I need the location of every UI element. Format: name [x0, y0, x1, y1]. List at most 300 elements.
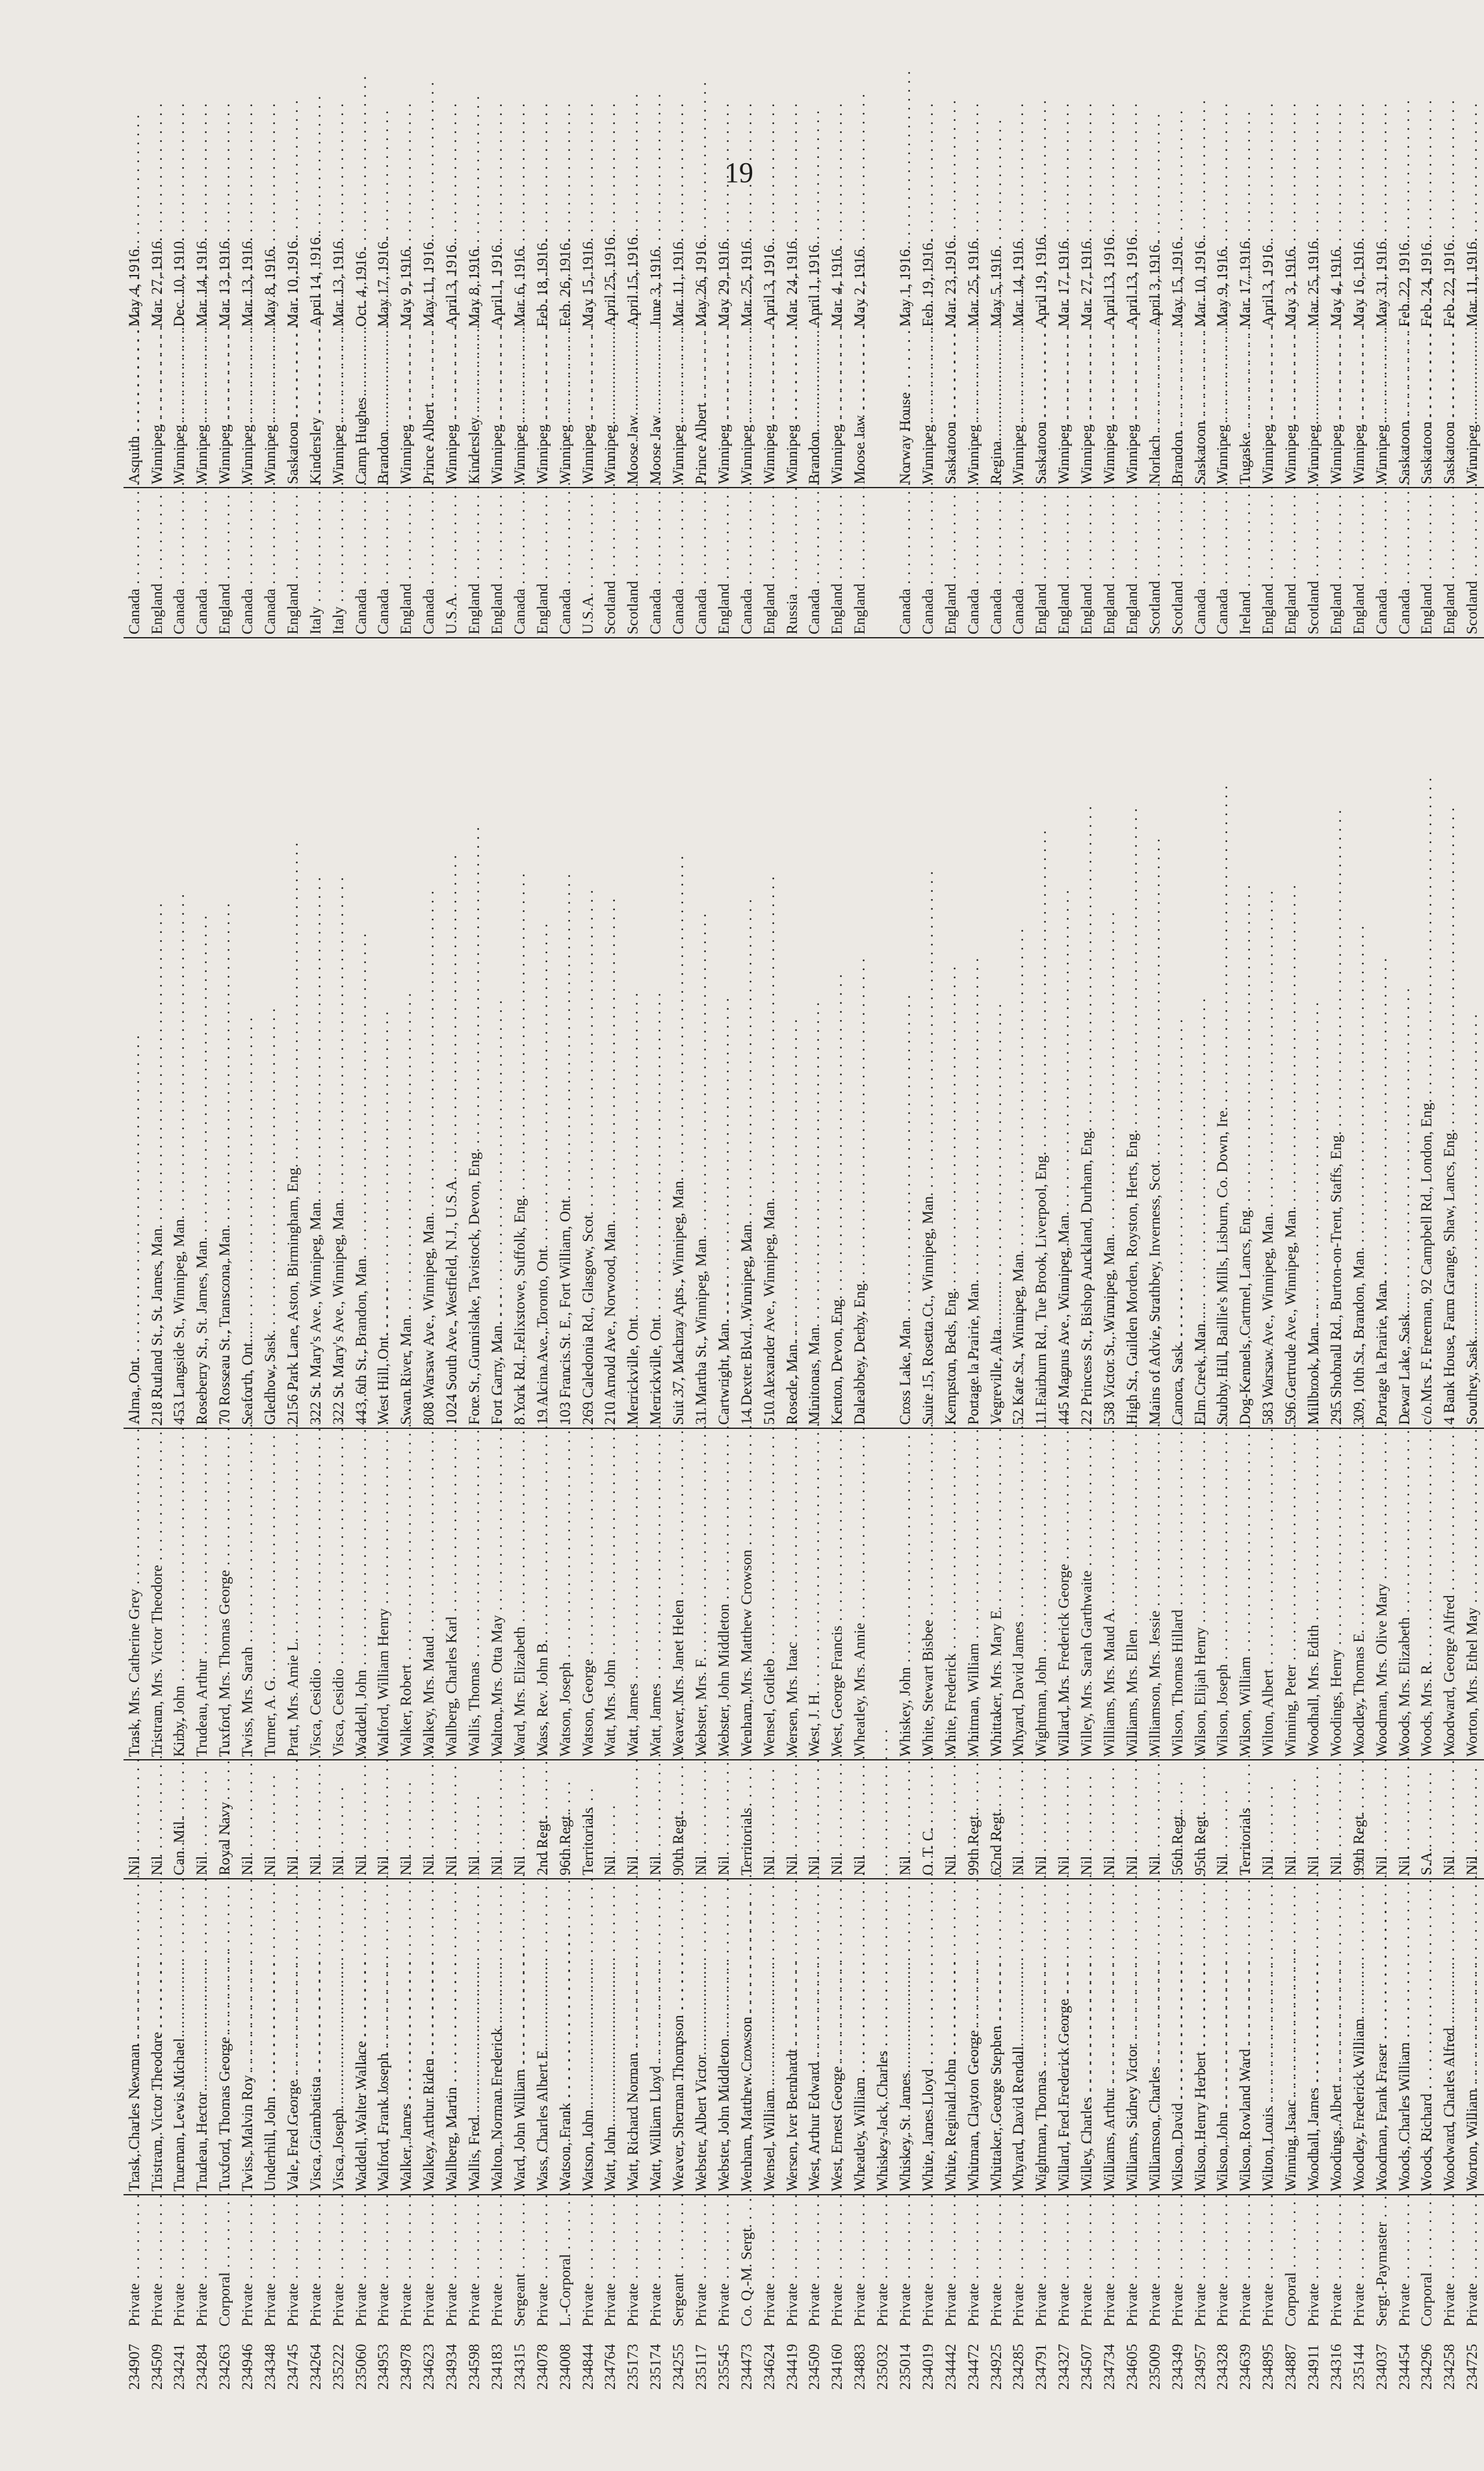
previous-corps-cell: Nil	[146, 1760, 169, 1878]
table-row	[1008, 195, 1031, 2392]
name-cell: West, Arthur Edward . . .	[804, 1879, 827, 2195]
country-of-birth-cell: Canada . . .	[419, 488, 441, 638]
next-of-kin-cell: Turner, A. G. . . .	[259, 1428, 282, 1760]
next-of-kin-cell: Ward, Mrs. Elizabeth . . .	[509, 1428, 532, 1760]
country-of-birth-cell: Canada . . .	[645, 488, 668, 638]
country-of-birth-cell: Canada . . .	[169, 488, 192, 638]
address-cell: 510 Alexander Ave., Winnipeg, Man. . . .	[759, 638, 781, 1428]
regimental-number-cell: 234264	[307, 2344, 324, 2390]
place-enlisted-cell: Winnipeg . . .	[781, 330, 804, 488]
next-of-kin-cell: Pratt, Mrs. Amie L. . . .	[282, 1428, 305, 1760]
address-cell: High St., Guilden Morden, Royston, Herts, Eng. . . .	[1121, 638, 1144, 1428]
name-cell: Whittaker, George Stephen . . .	[985, 1879, 1008, 2195]
place-enlisted-cell: Winnipeg . . .	[1099, 330, 1121, 488]
rank-cell: Private . . .	[623, 2195, 645, 2329]
name-cell: Walker, James . . .	[396, 1879, 419, 2195]
name-cell: Whiskey-Jack, Charles . . .	[872, 1879, 894, 2195]
table-row	[237, 195, 259, 2392]
date-enlisted-cell: May 8, 1916.	[466, 245, 484, 327]
previous-corps-cell: Nil	[1280, 1760, 1303, 1878]
name-cell: Williamson, Charles . . .	[1144, 1879, 1167, 2195]
table-row	[441, 195, 463, 2392]
name-cell: Visca, Joseph . . .	[328, 1879, 350, 2195]
date-enlisted-cell: May 9, 1916.	[1214, 245, 1232, 327]
date-enlisted-cell: April 1, 1916.	[806, 241, 824, 327]
country-of-birth-cell: Russia . . .	[781, 488, 804, 638]
address-cell: West Hill, Ont. . . .	[373, 638, 396, 1428]
regimental-number-cell: 234934	[443, 2344, 461, 2390]
previous-corps-cell: 99th Regt.	[963, 1760, 985, 1878]
regimental-number-cell: 234887	[1282, 2344, 1300, 2390]
regimental-number-cell: 234895	[1260, 2344, 1277, 2390]
previous-corps-cell: Nil	[1303, 1760, 1325, 1878]
address-cell: 70 Rosseau St., Transcona, Man. . . .	[215, 638, 237, 1428]
regimental-number-cell: 234419	[783, 2344, 801, 2390]
name-cell: Watson, Frank . . .	[554, 1879, 577, 2195]
table-row	[645, 195, 668, 2392]
date-enlisted-cell: Mar. 10, 1916.	[1191, 237, 1209, 327]
previous-corps-cell: Nil	[463, 1760, 486, 1878]
date-enlisted-cell: Oct. 4, 1916.	[352, 247, 370, 327]
place-enlisted-cell: Winnipeg . . .	[554, 330, 577, 488]
address-cell: Dog-Kennels, Cartmel, Lancs, Eng. . . .	[1235, 638, 1258, 1428]
table-row	[736, 195, 759, 2392]
table-row	[894, 195, 917, 2392]
table-row	[1190, 195, 1212, 2392]
previous-corps-cell: Nil	[1462, 1760, 1484, 1878]
place-enlisted-cell: Saskatoon . . .	[1439, 330, 1462, 488]
rank-cell: Private . . .	[850, 2195, 872, 2329]
name-cell: Woods, Richard . . .	[1416, 1879, 1439, 2195]
next-of-kin-cell: Woodward, George Alfred . . .	[1439, 1428, 1462, 1760]
previous-corps-cell: Nil	[419, 1760, 441, 1878]
name-cell: Wersen, Iver Bernhardt . . .	[781, 1879, 804, 2195]
date-enlisted-cell: Feb. 24, 1916.	[1418, 239, 1436, 327]
place-enlisted-cell: Norlach . . .	[1144, 330, 1167, 488]
rank-cell: Private . . .	[282, 2195, 305, 2329]
country-of-birth-cell: Canada . . .	[554, 488, 577, 638]
previous-corps-cell: Nil	[827, 1760, 850, 1878]
next-of-kin-cell: Winning, Peter . . .	[1280, 1428, 1303, 1760]
regimental-number-cell: 234442	[942, 2344, 959, 2390]
place-enlisted-cell: Winnipeg . . .	[237, 330, 259, 488]
name-cell: Woodley, Frederick William . . .	[1348, 1879, 1371, 2195]
country-of-birth-cell: England . . .	[1099, 488, 1121, 638]
next-of-kin-cell: Visca, Cesidio . . .	[328, 1428, 350, 1760]
previous-corps-cell: S.A.	[1416, 1760, 1439, 1878]
country-of-birth-cell: Canada . . .	[736, 488, 759, 638]
date-enlisted-cell: Feb. 26, 1916.	[556, 239, 574, 327]
previous-corps-cell: Nil	[1008, 1760, 1031, 1878]
place-enlisted-cell: Brandon . . .	[373, 330, 396, 488]
next-of-kin-cell: Trudeau, Arthur . . .	[192, 1428, 215, 1760]
country-of-birth-cell: Canada . . .	[192, 488, 215, 638]
date-enlisted-cell: May 1, 1916.	[896, 245, 914, 327]
regimental-number-cell: 235174	[647, 2344, 665, 2390]
place-enlisted-cell: Winnipeg . . .	[1076, 330, 1099, 488]
table-row	[781, 195, 804, 2392]
country-of-birth-cell: Canada . . .	[985, 488, 1008, 638]
rank-cell: L.-Corporal . . .	[554, 2195, 577, 2329]
next-of-kin-cell: Wilson, William . . .	[1235, 1428, 1258, 1760]
table-row	[668, 195, 690, 2392]
address-cell: Stubby Hill, Baillie's Mills, Lisburn, Co. Down, Ire. . . .	[1212, 638, 1235, 1428]
regimental-number-cell: 234725	[1464, 2344, 1481, 2390]
rank-cell: Private . . .	[577, 2195, 600, 2329]
next-of-kin-cell: Webster, John Middleton . . .	[713, 1428, 736, 1760]
address-cell: Minitonas, Man. . . .	[804, 638, 827, 1428]
place-enlisted-cell: Winnipeg . . .	[146, 330, 169, 488]
country-of-birth-cell: England . . .	[759, 488, 781, 638]
date-enlisted-cell: Mar. 14, 1916.	[1010, 237, 1028, 327]
regimental-number-cell: 234911	[1305, 2344, 1322, 2390]
previous-corps-cell: Nil	[1212, 1760, 1235, 1878]
name-cell: Williams, Arthur . . .	[1099, 1879, 1121, 2195]
date-enlisted-cell: Mar. 27, 1916.	[1078, 237, 1096, 327]
date-enlisted-cell: May 3, 1916.	[1282, 245, 1300, 327]
next-of-kin-cell: Whiskey, John . . .	[894, 1428, 917, 1760]
name-cell: Woodman, Frank Fraser . . .	[1371, 1879, 1394, 2195]
date-enlisted-cell: April 19, 1916.	[1033, 233, 1050, 327]
table-row	[872, 195, 894, 2392]
rank-cell: Private . . .	[600, 2195, 623, 2329]
regimental-number-cell: 234953	[375, 2344, 393, 2390]
country-of-birth-cell: Canada . . .	[690, 488, 713, 638]
rank-cell: Private . . .	[305, 2195, 328, 2329]
place-enlisted-cell: Winnipeg . . .	[668, 330, 690, 488]
name-cell: Whiskey, St. James . . .	[894, 1879, 917, 2195]
name-cell: Willey, Charles . . .	[1076, 1879, 1099, 2195]
rank-cell: Sergeant . . .	[668, 2195, 690, 2329]
date-enlisted-cell: April 3, 1916.	[761, 241, 778, 327]
date-enlisted-cell: May 16, 1916.	[1350, 237, 1368, 327]
address-cell: Cartwright, Man. . . .	[713, 638, 736, 1428]
country-of-birth-cell: England . . .	[827, 488, 850, 638]
name-cell: Winning, Isaac . . .	[1280, 1879, 1303, 2195]
name-cell: Webster, John Middleton . . .	[713, 1879, 736, 2195]
next-of-kin-cell: White, Frederick . . .	[940, 1428, 963, 1760]
previous-corps-cell: Nil	[373, 1760, 396, 1878]
place-enlisted-cell: Winnipeg . . .	[509, 330, 532, 488]
place-enlisted-cell: Winnipeg . . .	[486, 330, 509, 488]
regimental-number-cell: 234454	[1396, 2344, 1413, 2390]
rank-cell: Private . . .	[1054, 2195, 1076, 2329]
place-enlisted-cell: Winnipeg . . .	[600, 330, 623, 488]
table-row	[259, 195, 282, 2392]
table-row	[963, 195, 985, 2392]
regimental-number-cell: 234258	[1441, 2344, 1459, 2390]
table-row	[1099, 195, 1121, 2392]
next-of-kin-cell: Woodhall, Mrs. Edith . . .	[1303, 1428, 1325, 1760]
previous-corps-cell: Territorials	[1235, 1760, 1258, 1878]
address-cell: 538 Victor St., Winnipeg, Man. . . .	[1099, 638, 1121, 1428]
address-cell: Southey, Sask. . . .	[1462, 638, 1484, 1428]
rank-cell: Private . . .	[872, 2195, 894, 2329]
place-enlisted-cell: Winnipeg . . .	[759, 330, 781, 488]
place-enlisted-cell: Moose Jaw . . .	[623, 330, 645, 488]
regimental-number-cell: 234019	[919, 2344, 937, 2390]
country-of-birth-cell: England . . .	[532, 488, 554, 638]
address-cell: 295 Shobnall Rd., Burton-on-Trent, Staffs, Eng. . . .	[1325, 638, 1348, 1428]
table-row	[1280, 195, 1303, 2392]
table-row	[1416, 195, 1439, 2392]
country-of-birth-cell: England . . .	[1325, 488, 1348, 638]
regimental-number-cell: 234883	[852, 2344, 869, 2390]
table-row	[192, 195, 215, 2392]
rank-cell: Private . . .	[532, 2195, 554, 2329]
rank-cell: Sergt.-Paymaster . . .	[1371, 2195, 1394, 2329]
regimental-number-cell: 234624	[761, 2344, 778, 2390]
date-enlisted-cell: April 13, 1916.	[1100, 233, 1118, 327]
address-cell: Vegreville, Alta. . . .	[985, 638, 1008, 1428]
regimental-number-cell: 234764	[602, 2344, 619, 2390]
name-cell: Webster, Albert Victor . . .	[690, 1879, 713, 2195]
address-cell: 210 Arnold Ave., Norwood, Man. . . .	[600, 638, 623, 1428]
date-enlisted-cell: April 25, 1916.	[602, 233, 619, 327]
date-enlisted-cell: Mar. 25, 1916.	[738, 237, 755, 327]
rank-cell: Private . . .	[690, 2195, 713, 2329]
table-row	[169, 195, 192, 2392]
rank-cell: Private . . .	[1212, 2195, 1235, 2329]
regimental-number-cell: 234978	[398, 2344, 415, 2390]
previous-corps-cell: Nil	[486, 1760, 509, 1878]
place-enlisted-cell: Winnipeg . . .	[215, 330, 237, 488]
place-enlisted-cell: Winnipeg . . .	[1325, 330, 1348, 488]
next-of-kin-cell: Waddell, John . . .	[350, 1428, 373, 1760]
address-cell: Canora, Sask. . . .	[1167, 638, 1190, 1428]
place-enlisted-cell: Camp Hughes . . .	[350, 330, 373, 488]
table-row	[1439, 195, 1462, 2392]
next-of-kin-cell: Whitman, William . . .	[963, 1428, 985, 1760]
place-enlisted-cell: Winnipeg . . .	[1121, 330, 1144, 488]
address-cell: 31 Martha St., Winnipeg, Man. . . .	[690, 638, 713, 1428]
table-row	[917, 195, 940, 2392]
country-of-birth-cell: Canada . . .	[668, 488, 690, 638]
address-cell: 22 Princess St., Bishop Auckland, Durham, Eng. . . .	[1076, 638, 1099, 1428]
next-of-kin-cell: Watt, Mrs. John . . .	[600, 1428, 623, 1760]
country-of-birth-cell: England . . .	[396, 488, 419, 638]
regimental-number-cell: 234473	[738, 2344, 755, 2390]
next-of-kin-cell: Woods, Mrs. R. . . .	[1416, 1428, 1439, 1760]
name-cell: Woodings, Albert . . .	[1325, 1879, 1348, 2195]
next-of-kin-cell: Twiss, Mrs. Sarah . . .	[237, 1428, 259, 1760]
regimental-number-cell: 234183	[488, 2344, 506, 2390]
rank-cell: Private . . .	[963, 2195, 985, 2329]
name-cell: Walton, Norman Frederick . . .	[486, 1879, 509, 2195]
next-of-kin-cell: West, J. H. . . .	[804, 1428, 827, 1760]
place-enlisted-cell	[872, 330, 894, 488]
place-enlisted-cell: Winnipeg . . .	[1008, 330, 1031, 488]
regimental-number-cell: 234639	[1237, 2344, 1255, 2390]
name-cell: Tristram, Victor Theodore . . .	[146, 1879, 169, 2195]
place-enlisted-cell: Regina . . .	[985, 330, 1008, 488]
country-of-birth-cell: England . . .	[1031, 488, 1054, 638]
previous-corps-cell: 95th Regt.	[1190, 1760, 1212, 1878]
previous-corps-cell: Nil	[1054, 1760, 1076, 1878]
address-cell: 52 Kate St., Winnipeg, Man. . . .	[1008, 638, 1031, 1428]
table-row	[1325, 195, 1348, 2392]
address-cell: Kempston, Beds, Eng. . . .	[940, 638, 963, 1428]
previous-corps-cell: Nil	[1394, 1760, 1416, 1878]
rank-cell: Private . . .	[1144, 2195, 1167, 2329]
date-enlisted-cell: May 2, 1916.	[852, 245, 869, 327]
table-row	[1348, 195, 1371, 2392]
rank-cell: Private . . .	[940, 2195, 963, 2329]
table-row	[396, 195, 419, 2392]
table-row	[940, 195, 963, 2392]
country-of-birth-cell: England . . .	[1280, 488, 1303, 638]
next-of-kin-cell: Woodley, Thomas E. . . .	[1348, 1428, 1371, 1760]
address-cell: Elm Creek, Man. . . .	[1190, 638, 1212, 1428]
rank-cell: Private . . .	[804, 2195, 827, 2329]
name-cell: Wheatley, William . . .	[850, 1879, 872, 2195]
country-of-birth-cell: Scotland . . .	[1144, 488, 1167, 638]
name-cell: Williams, Sidney Victor . . .	[1121, 1879, 1144, 2195]
regimental-number-cell: 234285	[1010, 2344, 1028, 2390]
name-cell: Watson, John . . .	[577, 1879, 600, 2195]
place-enlisted-cell: Moose Jaw . . .	[850, 330, 872, 488]
address-cell: 269 Caledonia Rd., Glasgow, Scot. . . .	[577, 638, 600, 1428]
country-of-birth-cell: Canada . . .	[373, 488, 396, 638]
address-cell: Cross Lake, Man. . . .	[894, 638, 917, 1428]
name-cell: Watt, Richard Norman . . .	[623, 1879, 645, 2195]
regimental-number-cell: 234078	[534, 2344, 551, 2390]
name-cell: White, Reginald John . . .	[940, 1879, 963, 2195]
date-enlisted-cell: Mar. 24, 1916.	[783, 237, 801, 327]
country-of-birth-cell: Italy . . .	[305, 488, 328, 638]
rank-cell: Private . . .	[419, 2195, 441, 2329]
address-cell: 583 Warsaw Ave., Winnipeg, Man. . . .	[1258, 638, 1281, 1428]
date-enlisted-cell: Feb. 18, 1916.	[534, 239, 551, 327]
name-cell: Trueman, Lewis Michael . . .	[169, 1879, 192, 2195]
country-of-birth-cell: England . . .	[1054, 488, 1076, 638]
rank-cell: Private . . .	[1462, 2195, 1484, 2329]
date-enlisted-cell: June 3, 1916.	[647, 245, 665, 327]
table-row	[486, 195, 509, 2392]
regimental-number-cell: 234946	[239, 2344, 257, 2390]
place-enlisted-cell: Saskatoon . . .	[940, 330, 963, 488]
date-enlisted-cell: April 3, 1916.	[1260, 241, 1277, 327]
country-of-birth-cell: Canada . . .	[917, 488, 940, 638]
regimental-number-cell: 234328	[1214, 2344, 1232, 2390]
country-of-birth-cell: Scotland . . .	[1303, 488, 1325, 638]
address-cell: c/o Mrs. F. Freeman, 92 Campbell Rd., London, Eng. . . .	[1416, 638, 1439, 1428]
country-of-birth-cell: Canada . . .	[509, 488, 532, 638]
previous-corps-cell: Nil	[690, 1760, 713, 1878]
address-cell: 14 Dexter Blvd., Winnipeg, Man. . . .	[736, 638, 759, 1428]
date-enlisted-cell: May 26, 1916.	[692, 237, 710, 327]
address-cell: 11 Fairburn Rd., Tue Brook, Liverpool, Eng. . . .	[1031, 638, 1054, 1428]
table-row	[532, 195, 554, 2392]
place-enlisted-cell: Winnipeg . . .	[441, 330, 463, 488]
address-cell: Alma, Ont. . . .	[124, 638, 146, 1428]
address-cell: Seaforth, Ont. . . .	[237, 638, 259, 1428]
place-enlisted-cell: Winnipeg . . .	[1348, 330, 1371, 488]
date-enlisted-cell	[872, 195, 894, 330]
date-enlisted-cell: Mar. 17, 1916.	[1237, 237, 1255, 327]
previous-corps-cell: 2nd Regt.	[532, 1760, 554, 1878]
date-enlisted-cell: May 8, 1916.	[262, 245, 280, 327]
address-cell	[872, 638, 894, 1428]
rank-cell: Private . . .	[146, 2195, 169, 2329]
country-of-birth-cell: England . . .	[215, 488, 237, 638]
address-cell: 443, 6th St., Brandon, Man. . . .	[350, 638, 373, 1428]
rank-cell: Private . . .	[1258, 2195, 1281, 2329]
name-cell: Underhill, John . . .	[259, 1879, 282, 2195]
address-cell: Dewar Lake, Sask. . . .	[1394, 638, 1416, 1428]
country-of-birth-cell: England . . .	[1439, 488, 1462, 638]
rank-cell: Private . . .	[1121, 2195, 1144, 2329]
table-row	[690, 195, 713, 2392]
table-row	[1167, 195, 1190, 2392]
country-of-birth-cell: England . . .	[1076, 488, 1099, 638]
table-row	[1121, 195, 1144, 2392]
table-row	[1258, 195, 1281, 2392]
place-enlisted-cell: Winnipeg . . .	[713, 330, 736, 488]
next-of-kin-cell: Wilson, Thomas Hillard . . .	[1167, 1428, 1190, 1760]
name-cell: Wilson, David . . .	[1167, 1879, 1190, 2195]
date-enlisted-cell: Mar. 25, 1916.	[965, 237, 982, 327]
regimental-number-cell: 234507	[1078, 2344, 1096, 2390]
next-of-kin-cell: Wensel, Gotlieb . . .	[759, 1428, 781, 1760]
address-cell: 322 St. Mary's Ave., Winnipeg, Man. . . .	[328, 638, 350, 1428]
next-of-kin-cell: Wilson, Joseph . . .	[1212, 1428, 1235, 1760]
country-of-birth-cell: Canada . . .	[1394, 488, 1416, 638]
name-cell: Trask, Charles Newman . . .	[124, 1879, 146, 2195]
rank-cell: Private . . .	[169, 2195, 192, 2329]
date-enlisted-cell: April 1, 1916.	[488, 241, 506, 327]
table-row	[1144, 195, 1167, 2392]
next-of-kin-cell: Watson, Joseph . . .	[554, 1428, 577, 1760]
country-of-birth-cell: Canada . . .	[350, 488, 373, 638]
next-of-kin-cell: Williamson, Mrs. Jessie . . .	[1144, 1428, 1167, 1760]
address-cell: Fore St., Gunnislake, Tavistock, Devon, Eng. . . .	[463, 638, 486, 1428]
next-of-kin-cell: Kirby, John . . .	[169, 1428, 192, 1760]
place-enlisted-cell: Winnipeg . . .	[192, 330, 215, 488]
date-enlisted-cell: Mar. 13, 1916.	[216, 237, 234, 327]
name-cell: Ward, John William . . .	[509, 1879, 532, 2195]
name-cell: Wenham, Matthew Crowson . . .	[736, 1879, 759, 2195]
address-cell: 103 Francis St. E., Fort William, Ont. . . .	[554, 638, 577, 1428]
name-cell: Wightman, Thomas . . .	[1031, 1879, 1054, 2195]
country-of-birth-cell: Canada . . .	[963, 488, 985, 638]
next-of-kin-cell: Willey, Mrs. Sarah Garthwaite . . .	[1076, 1428, 1099, 1760]
regimental-number-cell: 234957	[1191, 2344, 1209, 2390]
country-of-birth-cell: Italy . . .	[328, 488, 350, 638]
next-of-kin-cell: West, George Francis . . .	[827, 1428, 850, 1760]
next-of-kin-cell: Wallberg, Charles Karl . . .	[441, 1428, 463, 1760]
previous-corps-cell: Nil	[124, 1760, 146, 1878]
table-row	[1054, 195, 1076, 2392]
name-cell: Vale, Fred George . . .	[282, 1879, 305, 2195]
date-enlisted-cell: May 9, 1916.	[398, 245, 415, 327]
regimental-number-cell: 234008	[556, 2344, 574, 2390]
table-row	[827, 195, 850, 2392]
country-of-birth-cell: Canada . . .	[804, 488, 827, 638]
date-enlisted-cell: April 14, 1916.	[307, 233, 324, 327]
place-enlisted-cell: Winnipeg . . .	[963, 330, 985, 488]
previous-corps-cell: Nil	[600, 1760, 623, 1878]
table-row	[124, 195, 146, 2392]
next-of-kin-cell: Woodman, Mrs. Olive Mary . . .	[1371, 1428, 1394, 1760]
rank-cell: Private . . .	[1099, 2195, 1121, 2329]
address-cell: 1024 South Ave., Westfield, N.J., U.S.A. . . .	[441, 638, 463, 1428]
date-enlisted-cell: May 4, 1916.	[1327, 245, 1345, 327]
previous-corps-cell: Nil	[1031, 1760, 1054, 1878]
country-of-birth-cell: England . . .	[850, 488, 872, 638]
previous-corps-cell: Nil	[192, 1760, 215, 1878]
date-enlisted-cell: Mar. 6, 1916.	[511, 244, 528, 327]
